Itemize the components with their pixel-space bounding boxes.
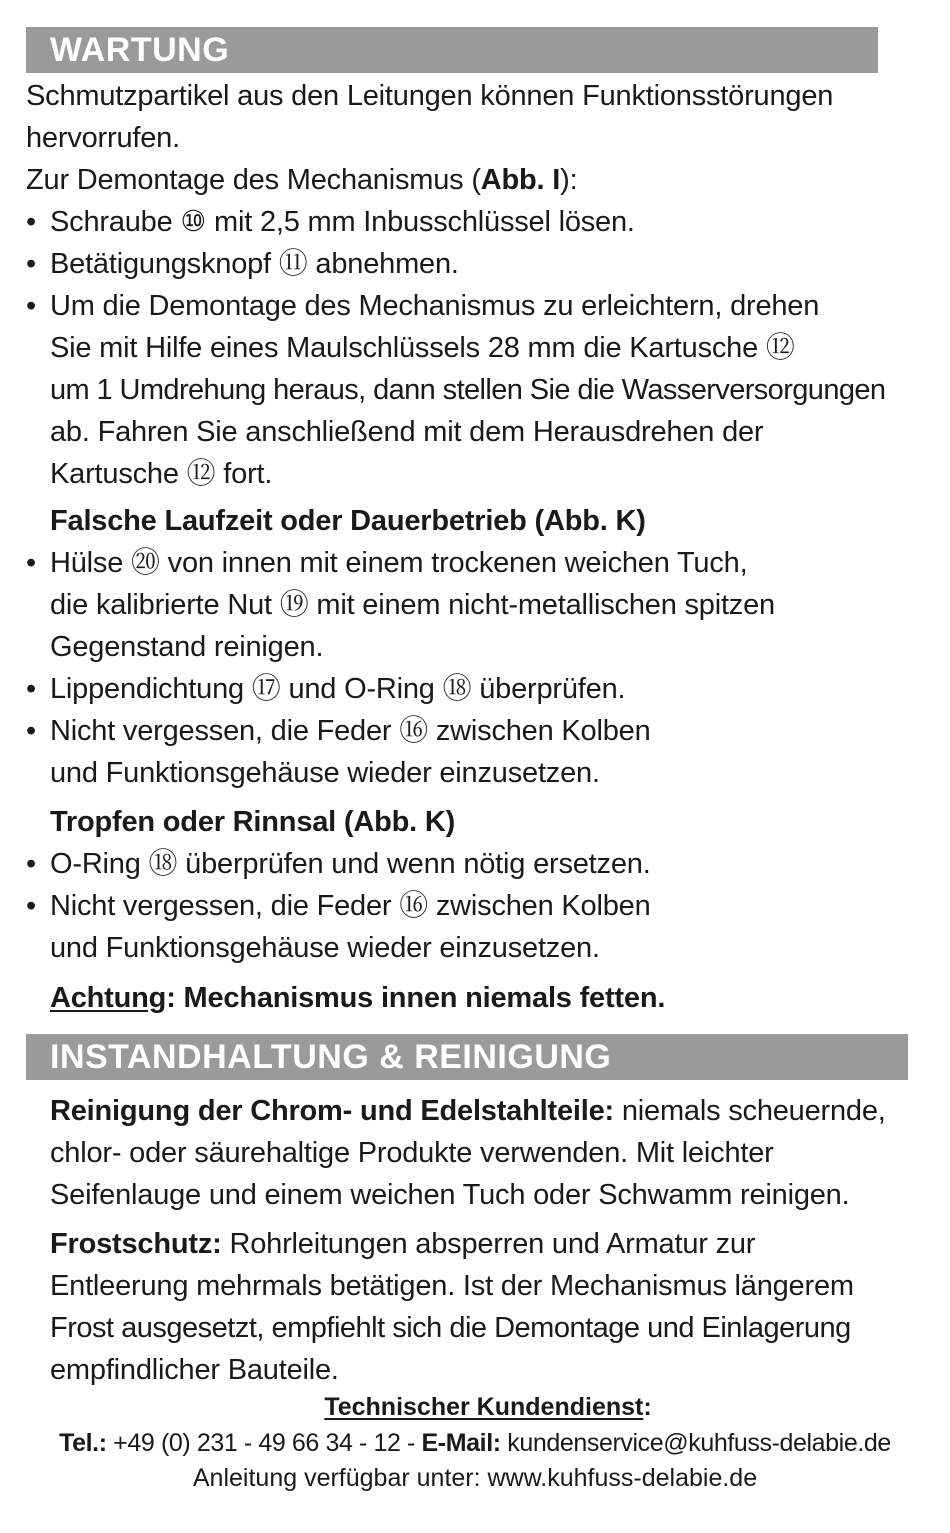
list-item-line: und Funktionsgehäuse wieder einzusetzen.: [50, 757, 600, 789]
list-item-line: um 1 Umdrehung heraus, dann stellen Sie die Wasserversorgungen: [50, 374, 886, 406]
list-item: [26, 843, 926, 885]
email-value: kundenservice@kuhfuss-delabie.de: [500, 1429, 891, 1457]
bullet-icon: •: [26, 547, 36, 579]
achtung-note: [50, 977, 930, 1019]
frostschutz-line: Frost ausgesetzt, empfiehlt sich die Demontage und Einlagerung: [50, 1312, 851, 1344]
figure-reference: Abb. I: [480, 164, 561, 196]
list-item-line: ab. Fahren Sie anschließend mit dem Herausdrehen der: [50, 416, 764, 448]
demontage-text-end: ):: [560, 164, 578, 196]
reinigung-line: chlor- oder säurehaltige Produkte verwenden. Mit leichter: [50, 1137, 774, 1169]
service-title-colon: :: [643, 1393, 652, 1421]
section-heading-instandhaltung: [26, 1034, 908, 1080]
list-item-text: Schraube ⑩ mit 2,5 mm Inbusschlüssel lösen.: [50, 206, 635, 238]
reinigung-label: Reinigung der Chrom- und Edelstahlteile:: [50, 1095, 614, 1127]
frostschutz-text: Rohrleitungen absperren und Armatur zur: [221, 1228, 756, 1260]
bullet-icon: •: [26, 248, 36, 280]
list-item-line: Hülse ⑳ von innen mit einem trockenen weichen Tuch,: [50, 547, 748, 579]
section-heading-wartung: [26, 27, 878, 73]
list-item: [26, 285, 926, 495]
list-item-line: die kalibrierte Nut ⑲ mit einem nicht-metallischen spitzen: [50, 589, 775, 621]
list-item: [26, 201, 926, 243]
contact-line: [0, 1425, 950, 1461]
list-item: [26, 710, 926, 794]
falsche-laufzeit-list: [26, 542, 926, 794]
list-item: [26, 668, 926, 710]
section-heading-text: INSTANDHALTUNG & REINIGUNG: [50, 1038, 612, 1076]
service-title: [13, 1389, 950, 1425]
service-title-text: Technischer Kundendienst: [324, 1393, 644, 1421]
bullet-icon: •: [26, 890, 36, 922]
bullet-icon: •: [26, 290, 36, 322]
bullet-icon: •: [26, 673, 36, 705]
intro-line: hervorrufen.: [26, 122, 180, 154]
list-item-text: Betätigungsknopf ⑪ abnehmen.: [50, 248, 459, 280]
list-item-line: Sie mit Hilfe eines Maulschlüssels 28 mm die Kartusche ⑫: [50, 332, 795, 364]
list-item-line: Kartusche ⑫ fort.: [50, 458, 273, 490]
frostschutz-label: Frostschutz:: [50, 1228, 222, 1260]
reinigung-line: [50, 1090, 930, 1132]
email-label: E-Mail:: [421, 1429, 501, 1457]
list-item-line: Nicht vergessen, die Feder ⑯ zwischen Kolben: [50, 715, 651, 747]
section-heading-text: WARTUNG: [50, 31, 230, 69]
frostschutz-line: [50, 1223, 930, 1265]
bullet-icon: •: [26, 715, 36, 747]
frostschutz-line: empfindlicher Bauteile.: [50, 1354, 339, 1386]
tel-value: +49 (0) 231 - 49 66 34 - 12 -: [106, 1429, 422, 1457]
tel-label: Tel.:: [59, 1429, 107, 1457]
bullet-icon: •: [26, 206, 36, 238]
demontage-text: Zur Demontage des Mechanismus (: [26, 164, 481, 196]
list-item-line: Gegenstand reinigen.: [50, 631, 324, 663]
list-item: [26, 542, 926, 668]
achtung-label: Achtung: [50, 982, 167, 1014]
list-item: [26, 885, 926, 969]
intro-line: Schmutzpartikel aus den Leitungen können Funktionsstörungen: [26, 80, 834, 112]
list-item-text: O-Ring ⑱ überprüfen und wenn nötig ersetzen.: [50, 848, 651, 880]
bullet-icon: •: [26, 848, 36, 880]
wartung-intro: [26, 75, 926, 495]
list-item-line: und Funktionsgehäuse wieder einzusetzen.: [50, 932, 600, 964]
reinigung-line: Seifenlauge und einem weichen Tuch oder Schwamm reinigen.: [50, 1179, 850, 1211]
reinigung-paragraph: [50, 1090, 930, 1216]
list-item-text: Lippendichtung ⑰ und O-Ring ⑱ überprüfen.: [50, 673, 626, 705]
reinigung-text: niemals scheuernde,: [613, 1095, 886, 1127]
frostschutz-line: Entleerung mehrmals betätigen. Ist der Mechanismus längerem: [50, 1270, 854, 1302]
achtung-text: : Mechanismus innen niemals fetten.: [166, 982, 666, 1014]
demontage-line: [26, 159, 926, 201]
subheading-falsche-laufzeit: Falsche Laufzeit oder Dauerbetrieb (Abb. K): [50, 505, 646, 537]
list-item-line: Nicht vergessen, die Feder ⑯ zwischen Kolben: [50, 890, 651, 922]
tropfen-list: [26, 843, 926, 969]
list-item: [26, 243, 926, 285]
list-item-line: Um die Demontage des Mechanismus zu erleichtern, drehen: [50, 290, 820, 322]
subheading-tropfen: Tropfen oder Rinnsal (Abb. K): [50, 806, 456, 838]
frostschutz-paragraph: [50, 1223, 930, 1391]
anleitung-line: Anleitung verfügbar unter: www.kuhfuss-delabie.de: [192, 1464, 758, 1492]
